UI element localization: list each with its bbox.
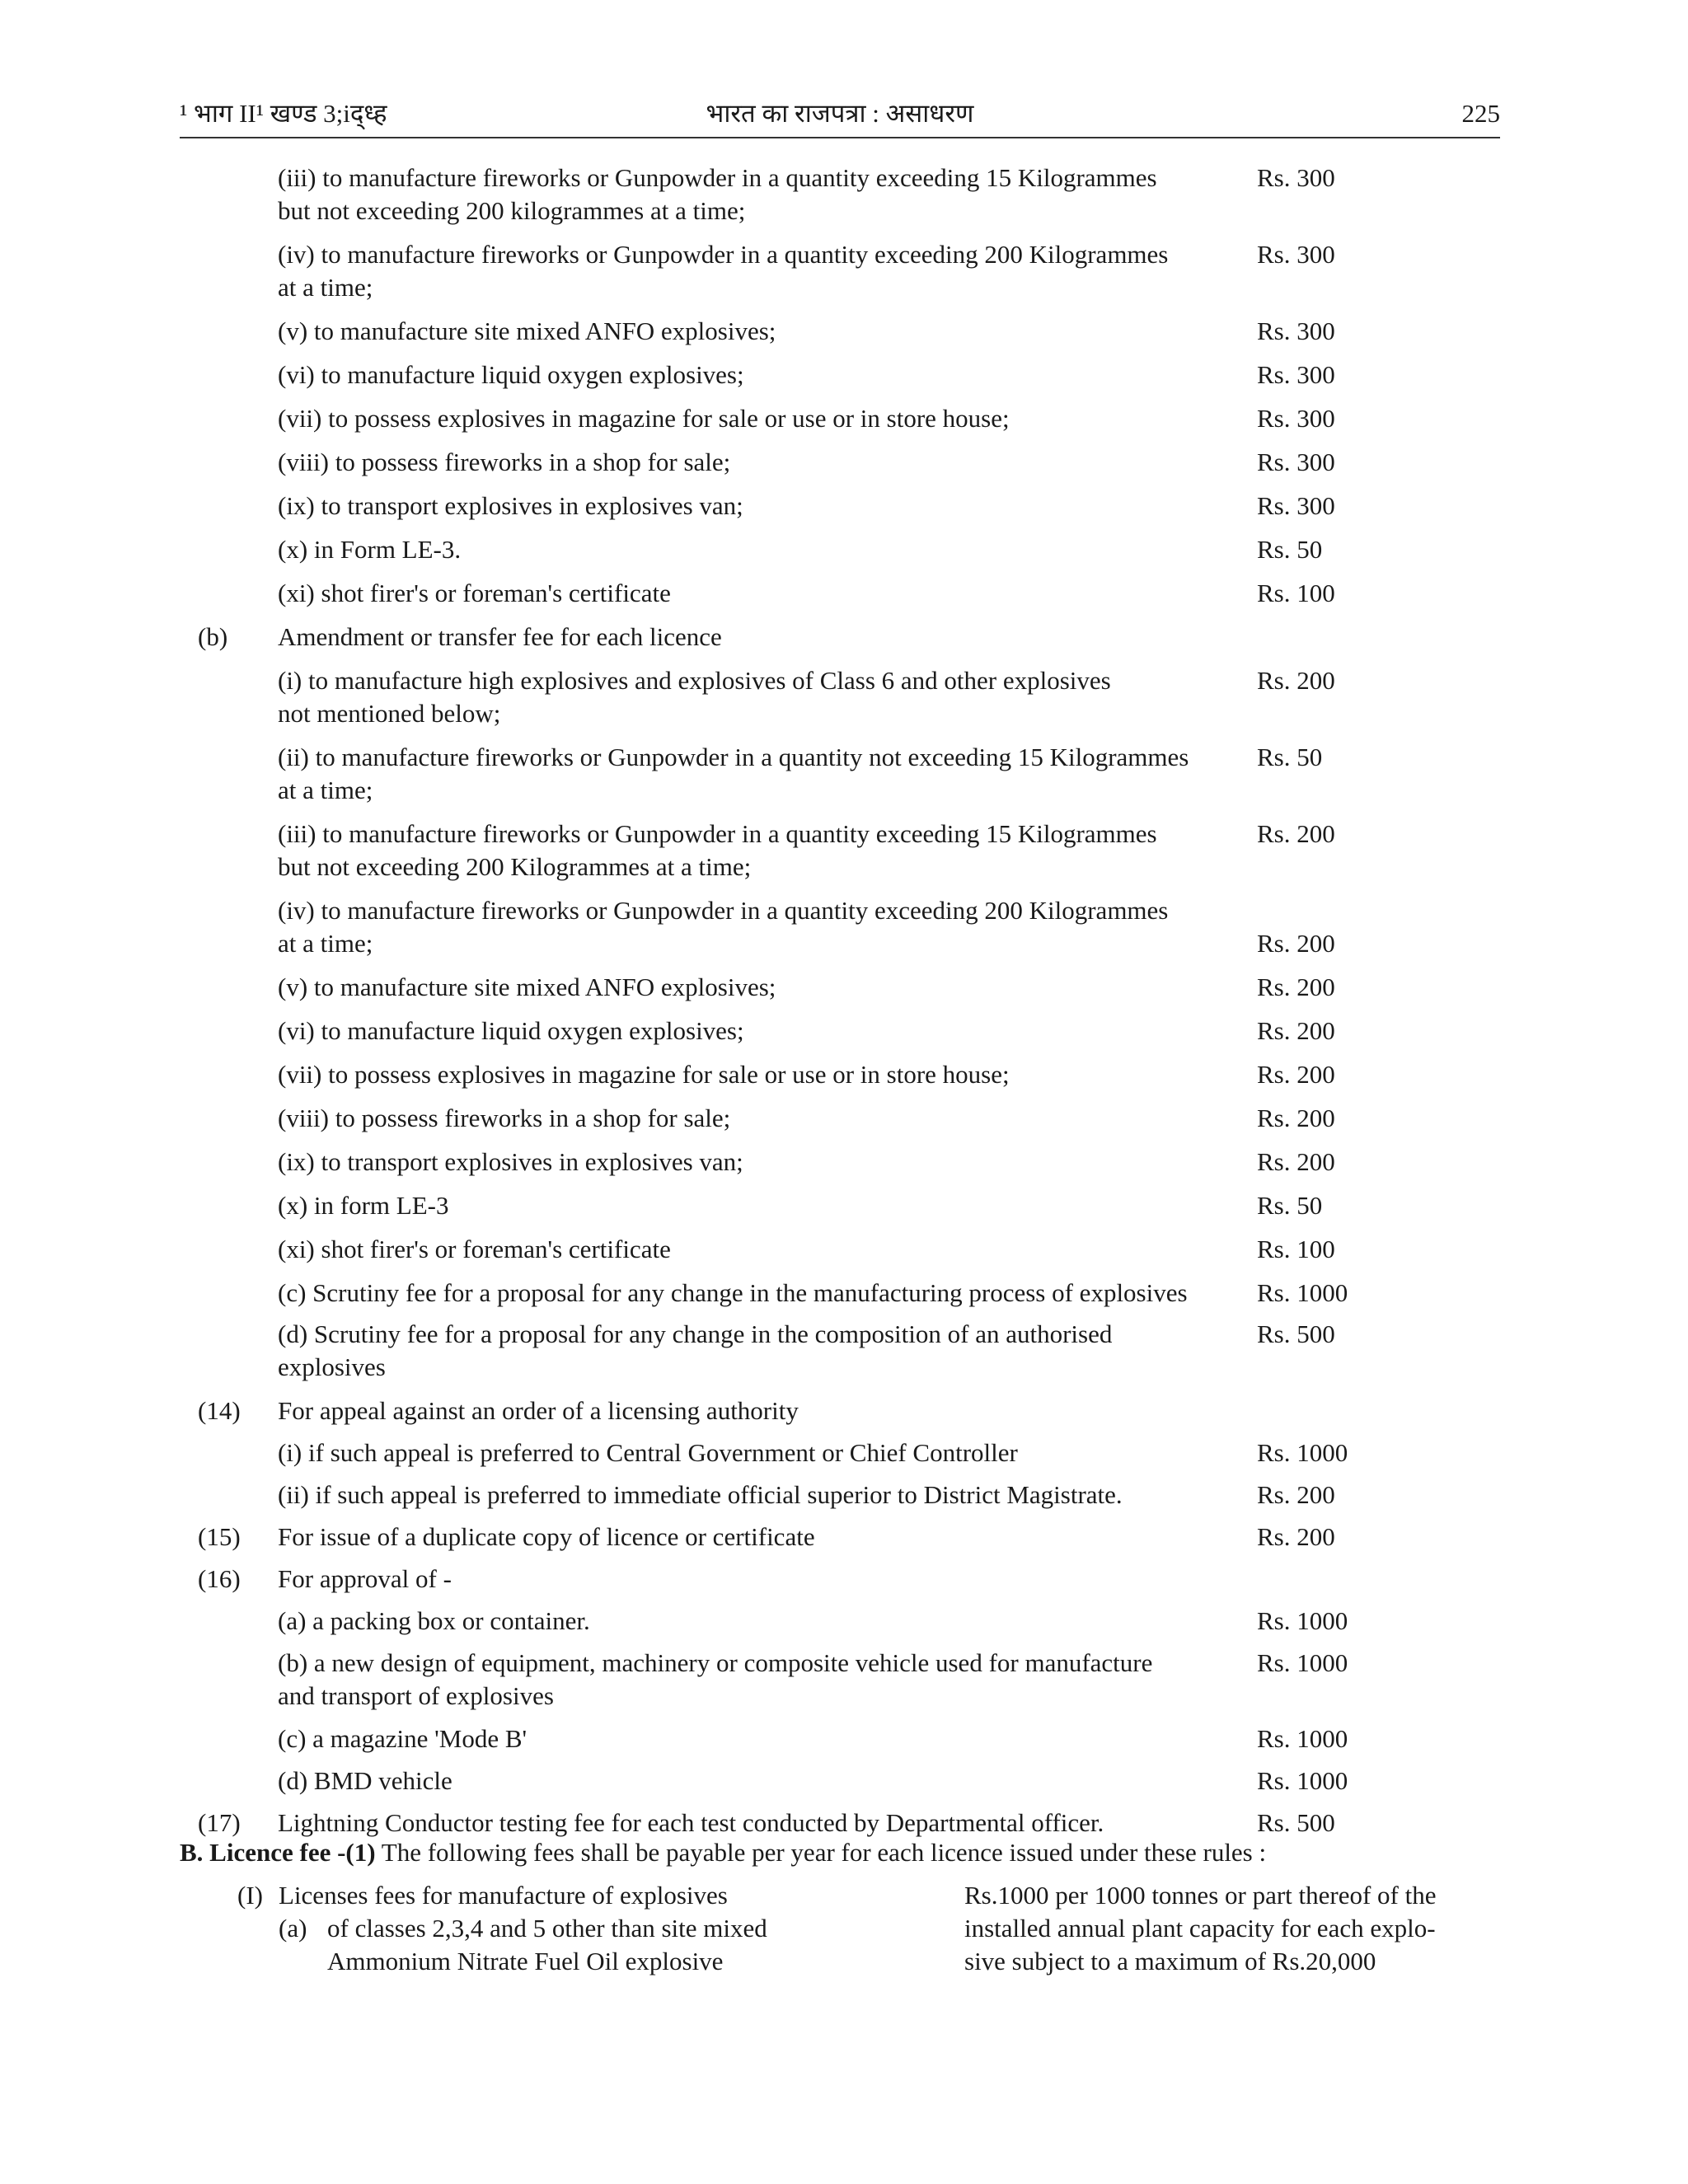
fee-amount: Rs. 200: [1257, 1016, 1335, 1045]
item-text: explosives: [278, 1352, 386, 1381]
fee-amount: Rs. 100: [1257, 1235, 1335, 1263]
fee-amount: Rs. 100: [1257, 579, 1335, 607]
fee-amount: Rs. 300: [1257, 448, 1335, 476]
item-text: (vi) to manufacture liquid oxygen explosives;: [278, 1016, 744, 1045]
section-b-text: The following fees shall be payable per year for each licence issued under these rules :: [375, 1838, 1267, 1867]
fee-amount: Rs. 200: [1257, 1522, 1335, 1551]
fee-amount: Rs. 1000: [1257, 1648, 1348, 1677]
item-text: at a time;: [278, 273, 373, 302]
item-text: (viii) to possess fireworks in a shop for sale;: [278, 448, 731, 476]
item-text: and transport of explosives: [278, 1681, 554, 1710]
fee-amount: Rs. 200: [1257, 1104, 1335, 1132]
fee-amount: Rs. 200: [1257, 666, 1335, 695]
item-text: (viii) to possess fireworks in a shop for sale;: [278, 1104, 731, 1132]
item-text: (xi) shot firer's or foreman's certificate: [278, 1235, 671, 1263]
item-text: at a time;: [278, 776, 373, 804]
item-text: For issue of a duplicate copy of licence or certificate: [278, 1522, 815, 1551]
fee-amount: Rs. 300: [1257, 163, 1335, 192]
header-gazette-title: भारत का राजपत्रा : असाधरण: [706, 99, 974, 128]
item-number: (b): [198, 622, 228, 651]
item-roman-text: Licenses fees for manufacture of explosives: [279, 1881, 728, 1910]
item-sub-line-2: Ammonium Nitrate Fuel Oil explosive: [327, 1947, 724, 1975]
section-b-label: B. Licence fee -(1): [180, 1838, 376, 1867]
item-sub-label: (a): [279, 1914, 307, 1943]
item-text: Lightning Conductor testing fee for each test conducted by Departmental officer.: [278, 1808, 1104, 1837]
fee-amount: Rs. 50: [1257, 1191, 1323, 1220]
item-text: (ii) to manufacture fireworks or Gunpowder in a quantity not exceeding 15 Kilogrammes: [278, 743, 1189, 771]
item-text: not mentioned below;: [278, 699, 501, 728]
fee-amount: Rs. 1000: [1257, 1278, 1348, 1307]
fee-amount: Rs. 1000: [1257, 1724, 1348, 1753]
item-roman-label: (I): [237, 1881, 263, 1910]
item-text: (ix) to transport explosives in explosives van;: [278, 491, 743, 520]
item-text: (i) to manufacture high explosives and explosives of Class 6 and other explosives: [278, 666, 1111, 695]
item-text: (vi) to manufacture liquid oxygen explosives;: [278, 360, 744, 389]
section-b-heading: [180, 1836, 1498, 1869]
item-text: (x) in Form LE-3.: [278, 535, 462, 564]
item-text: (vii) to possess explosives in magazine for sale or use or in store house;: [278, 1060, 1010, 1089]
item-text: (x) in form LE-3: [278, 1191, 449, 1220]
item-text: (a) a packing box or container.: [278, 1606, 590, 1635]
fee-amount: Rs. 200: [1257, 972, 1335, 1001]
fee-amount: Rs. 200: [1257, 1480, 1335, 1509]
fee-description-line-3: sive subject to a maximum of Rs.20,000: [964, 1947, 1376, 1975]
fee-amount: Rs. 200: [1257, 819, 1335, 848]
item-text: (c) Scrutiny fee for a proposal for any change in the manufacturing process of explosives: [278, 1278, 1188, 1307]
item-text: (i) if such appeal is preferred to Central Government or Chief Controller: [278, 1438, 1018, 1467]
item-text: (iii) to manufacture fireworks or Gunpowder in a quantity exceeding 15 Kilogrammes: [278, 819, 1157, 848]
fee-amount: Rs. 500: [1257, 1808, 1335, 1837]
item-text: but not exceeding 200 kilogrammes at a time;: [278, 196, 746, 225]
item-text: (iii) to manufacture fireworks or Gunpowder in a quantity exceeding 15 Kilogrammes: [278, 163, 1157, 192]
header-part-section: ¹ भाग II¹ खण्ड 3;iद्ध्ह: [180, 99, 387, 128]
item-number: (16): [198, 1564, 241, 1593]
item-number: (14): [198, 1396, 241, 1425]
fee-description-line-2: installed annual plant capacity for each explo-: [964, 1914, 1436, 1943]
fee-amount: Rs. 300: [1257, 491, 1335, 520]
item-text: (c) a magazine 'Mode B': [278, 1724, 528, 1753]
item-text: at a time;: [278, 929, 373, 958]
item-text: For approval of -: [278, 1564, 452, 1593]
item-text: (xi) shot firer's or foreman's certificate: [278, 579, 671, 607]
fee-amount: Rs. 200: [1257, 929, 1335, 958]
fee-amount: Rs. 200: [1257, 1060, 1335, 1089]
page-number: 225: [1461, 99, 1500, 128]
fee-amount: Rs. 300: [1257, 360, 1335, 389]
item-text: Amendment or transfer fee for each licence: [278, 622, 722, 651]
item-text: (d) Scrutiny fee for a proposal for any change in the composition of an authorised: [278, 1319, 1113, 1348]
fee-amount: Rs. 50: [1257, 743, 1323, 771]
fee-amount: Rs. 300: [1257, 404, 1335, 433]
item-text: (ii) if such appeal is preferred to immediate official superior to District Magistrate.: [278, 1480, 1123, 1509]
item-number: (15): [198, 1522, 241, 1551]
item-text: (v) to manufacture site mixed ANFO explosives;: [278, 972, 776, 1001]
fee-description-line-1: Rs.1000 per 1000 tonnes or part thereof of the: [964, 1881, 1437, 1910]
item-text: For appeal against an order of a licensing authority: [278, 1396, 799, 1425]
item-text: (ix) to transport explosives in explosives van;: [278, 1147, 743, 1176]
item-sub-line-1: of classes 2,3,4 and 5 other than site mixed: [327, 1914, 767, 1943]
fee-amount: Rs. 300: [1257, 240, 1335, 269]
fee-amount: Rs. 1000: [1257, 1438, 1348, 1467]
item-text: (iv) to manufacture fireworks or Gunpowder in a quantity exceeding 200 Kilogrammes: [278, 896, 1169, 925]
fee-amount: Rs. 50: [1257, 535, 1323, 564]
fee-amount: Rs. 1000: [1257, 1766, 1348, 1795]
fee-amount: Rs. 1000: [1257, 1606, 1348, 1635]
page-header: [180, 97, 1500, 138]
fee-amount: Rs. 200: [1257, 1147, 1335, 1176]
item-text: (v) to manufacture site mixed ANFO explosives;: [278, 316, 776, 345]
fee-amount: Rs. 500: [1257, 1319, 1335, 1348]
item-number: (17): [198, 1808, 241, 1837]
item-text: (vii) to possess explosives in magazine for sale or use or in store house;: [278, 404, 1010, 433]
fee-amount: Rs. 300: [1257, 316, 1335, 345]
item-text: (b) a new design of equipment, machinery or composite vehicle used for manufacture: [278, 1648, 1153, 1677]
item-text: (d) BMD vehicle: [278, 1766, 452, 1795]
item-text: but not exceeding 200 Kilogrammes at a time;: [278, 852, 752, 881]
item-text: (iv) to manufacture fireworks or Gunpowder in a quantity exceeding 200 Kilogrammes: [278, 240, 1169, 269]
